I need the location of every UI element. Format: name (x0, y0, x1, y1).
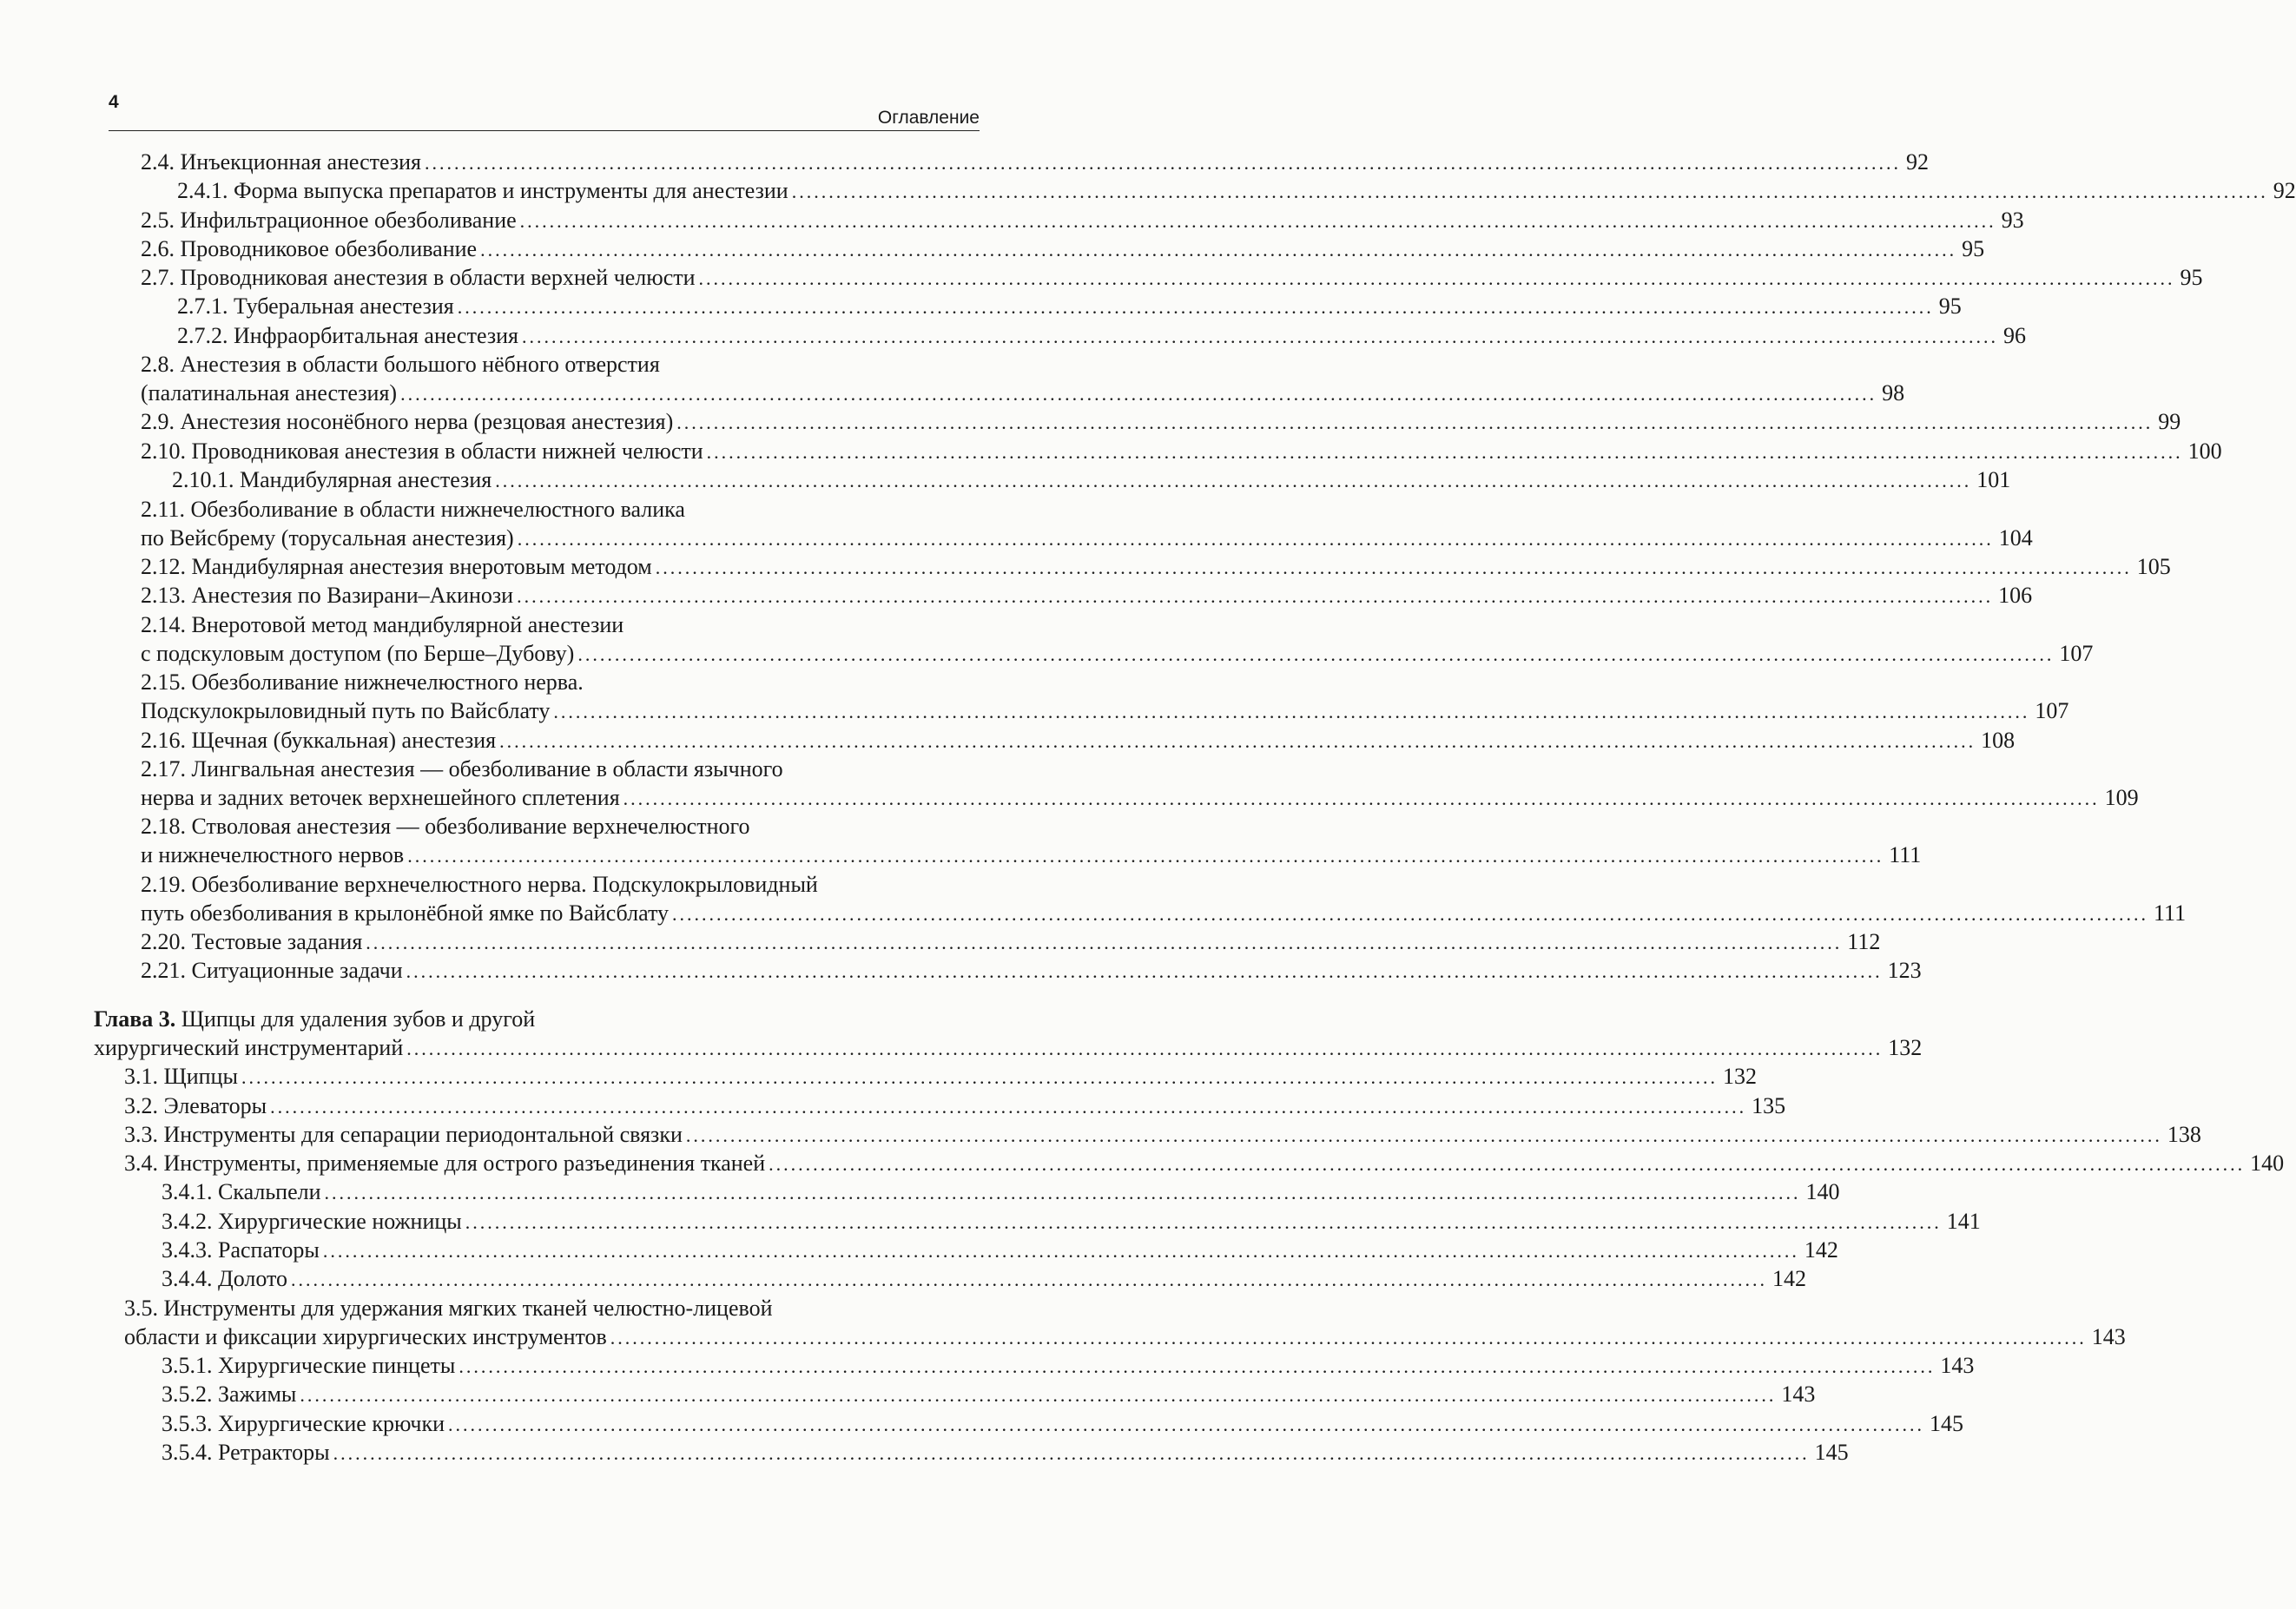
toc-entry-title: 3.4.2. Хирургические ножницы (162, 1209, 462, 1234)
toc-entry (141, 263, 2203, 293)
toc-page-number: 95 (2180, 265, 2203, 290)
toc-entry (124, 1322, 2126, 1352)
toc-page-number: 143 (1940, 1353, 1975, 1378)
dot-leader: ........................................................................................................................................................................................................ (499, 730, 1976, 752)
dot-leader: ........................................................................................................................................................................................................ (517, 528, 1994, 550)
toc-entry (141, 524, 2033, 553)
toc-entry (124, 1294, 980, 1322)
toc-entry (141, 870, 980, 899)
toc-entry (141, 841, 1922, 870)
toc-entry-title: и нижнечелюстного нервов (141, 842, 405, 867)
toc-entry-title: 2.7.1. Туберальная анестезия (177, 293, 454, 319)
dot-leader: ........................................................................................................................................................................................................ (480, 239, 1957, 260)
toc-page-number: 105 (2136, 554, 2171, 579)
toc-page-number: 132 (1722, 1064, 1757, 1089)
dot-leader: ........................................................................................................................................................................................................ (672, 903, 2148, 925)
toc-entry (124, 1120, 2201, 1150)
toc-entry (141, 552, 2171, 582)
toc-page-number: 109 (2104, 785, 2139, 810)
toc-entry (141, 927, 1881, 957)
dot-leader: ........................................................................................................................................................................................................ (519, 210, 1996, 232)
toc-page-number: 142 (1804, 1237, 1838, 1263)
chapter-label: Глава 3. (94, 1006, 176, 1032)
dot-leader: ........................................................................................................................................................................................................ (655, 557, 2132, 578)
toc-page-number: 98 (1882, 380, 1905, 406)
toc-entry (162, 1351, 1975, 1381)
toc-page-number: 140 (1805, 1179, 1840, 1204)
toc-entry-title: хирургический инструментарий (94, 1035, 404, 1060)
toc-page-number: 95 (1962, 236, 1985, 261)
dot-leader: ........................................................................................................................................................................................................ (457, 296, 1934, 318)
toc-entry-title: нерва и задних веточек верхнешейного сплетения (141, 785, 620, 810)
toc-page-number: 104 (1998, 525, 2033, 551)
page-number: 4 (109, 92, 119, 112)
toc-entry-title: 2.19. Обезболивание верхнечелюстного нерва. Подскулокрыловидный (141, 872, 818, 897)
dot-leader: ........................................................................................................................................................................................................ (425, 152, 1902, 174)
dot-leader: ........................................................................................................................................................................................................ (300, 1384, 1777, 1406)
dot-leader: ........................................................................................................................................................................................................ (291, 1269, 1768, 1290)
toc-page-number: 111 (1889, 842, 1922, 867)
toc-entry (141, 956, 1922, 986)
toc-entry (141, 379, 1905, 408)
dot-leader: ........................................................................................................................................................................................................ (495, 470, 1972, 491)
toc-entry (141, 581, 2033, 610)
toc-entry (141, 783, 2139, 813)
toc-page-number: 138 (2167, 1122, 2201, 1147)
toc-entry (141, 696, 2069, 726)
toc-entry (94, 1033, 1923, 1063)
toc-entry (141, 437, 2222, 466)
toc-entry (124, 1062, 1757, 1091)
toc-entry (162, 1409, 1964, 1439)
toc-entry-title: 2.16. Щечная (буккальная) анестезия (141, 728, 497, 753)
toc-page-number: 145 (1814, 1440, 1849, 1465)
toc-entry (162, 1438, 1849, 1467)
toc-entry-title: 3.4.3. Распаторы (162, 1237, 320, 1263)
toc-entry-title: 3.4. Инструменты, применяемые для острого разъединения тканей (124, 1151, 766, 1176)
toc-entry-title: путь обезболивания в крылонёбной ямке по Вайсблату (141, 900, 669, 926)
toc-entry-title: по Вейсбрему (торусальная анестезия) (141, 525, 514, 551)
toc-entry (177, 321, 2026, 351)
toc-entry (141, 148, 1930, 177)
toc-page-number: 99 (2158, 409, 2181, 434)
toc-entry-title: 2.7.2. Инфраорбитальная анестезия (177, 323, 518, 348)
dot-leader: ........................................................................................................................................................................................................ (623, 788, 2100, 809)
toc-entry-title: области и фиксации хирургических инструментов (124, 1324, 607, 1349)
dot-leader: ........................................................................................................................................................................................................ (241, 1066, 1718, 1088)
toc-entry-title: 2.8. Анестезия в области большого нёбного отверстия (141, 352, 660, 377)
toc-entry-title: 2.15. Обезболивание нижнечелюстного нерва. (141, 669, 584, 695)
toc-entry-title: 2.13. Анестезия по Вазирани–Акинози (141, 583, 514, 608)
dot-leader: ........................................................................................................................................................................................................ (324, 1182, 1801, 1203)
dot-leader: ........................................................................................................................................................................................................ (553, 701, 2030, 722)
dot-leader: ........................................................................................................................................................................................................ (322, 1240, 1799, 1262)
toc-entry (141, 407, 2181, 437)
toc-page-number: 112 (1847, 929, 1881, 954)
toc-page-number: 141 (1946, 1209, 1981, 1234)
dot-leader: ........................................................................................................................................................................................................ (407, 845, 1884, 867)
toc-page-number: 96 (2002, 323, 2026, 348)
dot-leader: ........................................................................................................................................................................................................ (406, 1038, 1884, 1059)
chapter-title: Щипцы для удаления зубов и другой (181, 1006, 536, 1032)
toc-page-number: 111 (2154, 900, 2187, 926)
dot-leader: ........................................................................................................................................................................................................ (706, 441, 2183, 463)
toc-entry (141, 610, 980, 639)
toc-page-number: 143 (2091, 1324, 2126, 1349)
toc-entry (141, 495, 980, 524)
toc-entry-title: 3.4.1. Скальпели (162, 1179, 321, 1204)
toc-entry-title: 2.21. Ситуационные задачи (141, 958, 403, 983)
toc-entry (172, 465, 2011, 495)
toc-entry-title: 3.5.1. Хирургические пинцеты (162, 1353, 456, 1378)
dot-leader: ........................................................................................................................................................................................................ (459, 1355, 1936, 1377)
dot-leader: ........................................................................................................................................................................................................ (610, 1327, 2087, 1349)
dot-leader: ........................................................................................................................................................................................................ (270, 1096, 1747, 1118)
toc-page-number: 93 (2001, 208, 2024, 233)
toc-entry-title: 2.11. Обезболивание в области нижнечелюстного валика (141, 497, 685, 522)
toc-page-number: 132 (1888, 1035, 1923, 1060)
dot-leader: ........................................................................................................................................................................................................ (366, 932, 1843, 953)
toc-entry (124, 1149, 2285, 1178)
dot-leader: ........................................................................................................................................................................................................ (406, 960, 1883, 982)
toc-page-number: 107 (2035, 698, 2069, 723)
dot-leader: ........................................................................................................................................................................................................ (521, 326, 1998, 347)
dot-leader: ........................................................................................................................................................................................................ (791, 181, 2268, 202)
toc-page-number: 123 (1887, 958, 1922, 983)
toc-entry-title: 2.4. Инъекционная анестезия (141, 149, 422, 175)
dot-leader: ........................................................................................................................................................................................................ (769, 1153, 2246, 1175)
toc-page-number: 95 (1938, 293, 1962, 319)
running-header (109, 92, 980, 131)
toc-page-number: 143 (1781, 1381, 1816, 1407)
toc-entry-title: 2.9. Анестезия носонёбного нерва (резцовая анестезия) (141, 409, 674, 434)
toc-page-number: 106 (1998, 583, 2033, 608)
toc-entry (141, 755, 980, 783)
toc-entry-title: 3.1. Щипцы (124, 1064, 238, 1089)
toc-entry-title: 2.20. Тестовые задания (141, 929, 363, 954)
dot-leader: ........................................................................................................................................................................................................ (676, 412, 2154, 433)
toc-entry (177, 176, 2296, 206)
toc-entry-title: Подскулокрыловидный путь по Вайсблату (141, 698, 551, 723)
toc-entry-title: (палатинальная анестезия) (141, 380, 398, 406)
dot-leader: ........................................................................................................................................................................................................ (400, 383, 1877, 405)
toc-entry-title: 3.5.3. Хирургические крючки (162, 1411, 445, 1436)
toc-entry (94, 1005, 980, 1033)
dot-leader: ........................................................................................................................................................................................................ (577, 643, 2055, 665)
toc-entry-title: 2.14. Внеротовой метод мандибулярной анестезии (141, 612, 624, 637)
toc-page-number: 101 (1976, 467, 2011, 492)
toc-entry-title: 3.4.4. Долото (162, 1266, 288, 1291)
toc-entry-title: с подскуловым доступом (по Берше–Дубову) (141, 641, 575, 666)
toc-entry (162, 1380, 1816, 1409)
toc-entry-title: 3.5. Инструменты для удержания мягких тканей челюстно-лицевой (124, 1296, 773, 1321)
toc-entry (162, 1177, 1840, 1207)
toc-page-number: 92 (1906, 149, 1930, 175)
toc-entry-title: 2.17. Лингвальная анестезия — обезболивание в области язычного (141, 756, 783, 781)
toc-entry (141, 350, 980, 379)
dot-leader: ........................................................................................................................................................................................................ (517, 585, 1994, 607)
toc-page-number: 108 (1981, 728, 2016, 753)
dot-leader: ........................................................................................................................................................................................................ (685, 1124, 2162, 1146)
dot-leader: ........................................................................................................................................................................................................ (698, 267, 2175, 289)
dot-leader: ........................................................................................................................................................................................................ (333, 1442, 1810, 1464)
toc-entry-title: 2.6. Проводниковое обезболивание (141, 236, 478, 261)
toc-entry (141, 668, 980, 696)
toc-entry (141, 899, 2187, 928)
toc-entry (141, 234, 1985, 264)
toc-entry (177, 292, 1962, 321)
toc-entry-title: 2.18. Стволовая анестезия — обезболивание верхнечелюстного (141, 814, 750, 839)
toc-entry-title: 2.7. Проводниковая анестезия в области верхней челюсти (141, 265, 696, 290)
toc-page-number: 135 (1752, 1093, 1786, 1118)
toc-page-number: 100 (2187, 439, 2222, 464)
toc-entry (162, 1236, 1838, 1265)
toc-entry (141, 812, 980, 841)
toc-entry (162, 1264, 1807, 1294)
toc-entry (141, 639, 2094, 669)
toc-page-number: 142 (1772, 1266, 1807, 1291)
toc-page-number: 140 (2250, 1151, 2285, 1176)
toc-page-number: 92 (2273, 178, 2296, 203)
toc-entry (141, 206, 2024, 235)
toc-entry-title: 2.5. Инфильтрационное обезболивание (141, 208, 517, 233)
toc-entry-title: 2.10.1. Мандибулярная анестезия (172, 467, 492, 492)
toc-page-number: 145 (1930, 1411, 1964, 1436)
toc-entry-title: 3.3. Инструменты для сепарации периодонтальной связки (124, 1122, 683, 1147)
toc-entry-title: 2.12. Мандибулярная анестезия внеротовым методом (141, 554, 652, 579)
toc-entry (124, 1091, 1786, 1121)
toc-page-number: 107 (2059, 641, 2094, 666)
running-title: Оглавление (877, 108, 980, 128)
toc-entry-title: 3.5.4. Ретракторы (162, 1440, 330, 1465)
toc-entry-title: 3.2. Элеваторы (124, 1093, 267, 1118)
toc-entry (162, 1207, 1981, 1236)
toc-entry-title (94, 1005, 535, 1033)
dot-leader: ........................................................................................................................................................................................................ (465, 1211, 1942, 1233)
toc-entry-title: 3.5.2. Зажимы (162, 1381, 297, 1407)
toc-entry-title: 2.10. Проводниковая анестезия в области нижней челюсти (141, 439, 703, 464)
toc-entry (141, 726, 2016, 755)
dot-leader: ........................................................................................................................................................................................................ (448, 1414, 1925, 1435)
toc-entry-title: 2.4.1. Форма выпуска препаратов и инструменты для анестезии (177, 178, 788, 203)
